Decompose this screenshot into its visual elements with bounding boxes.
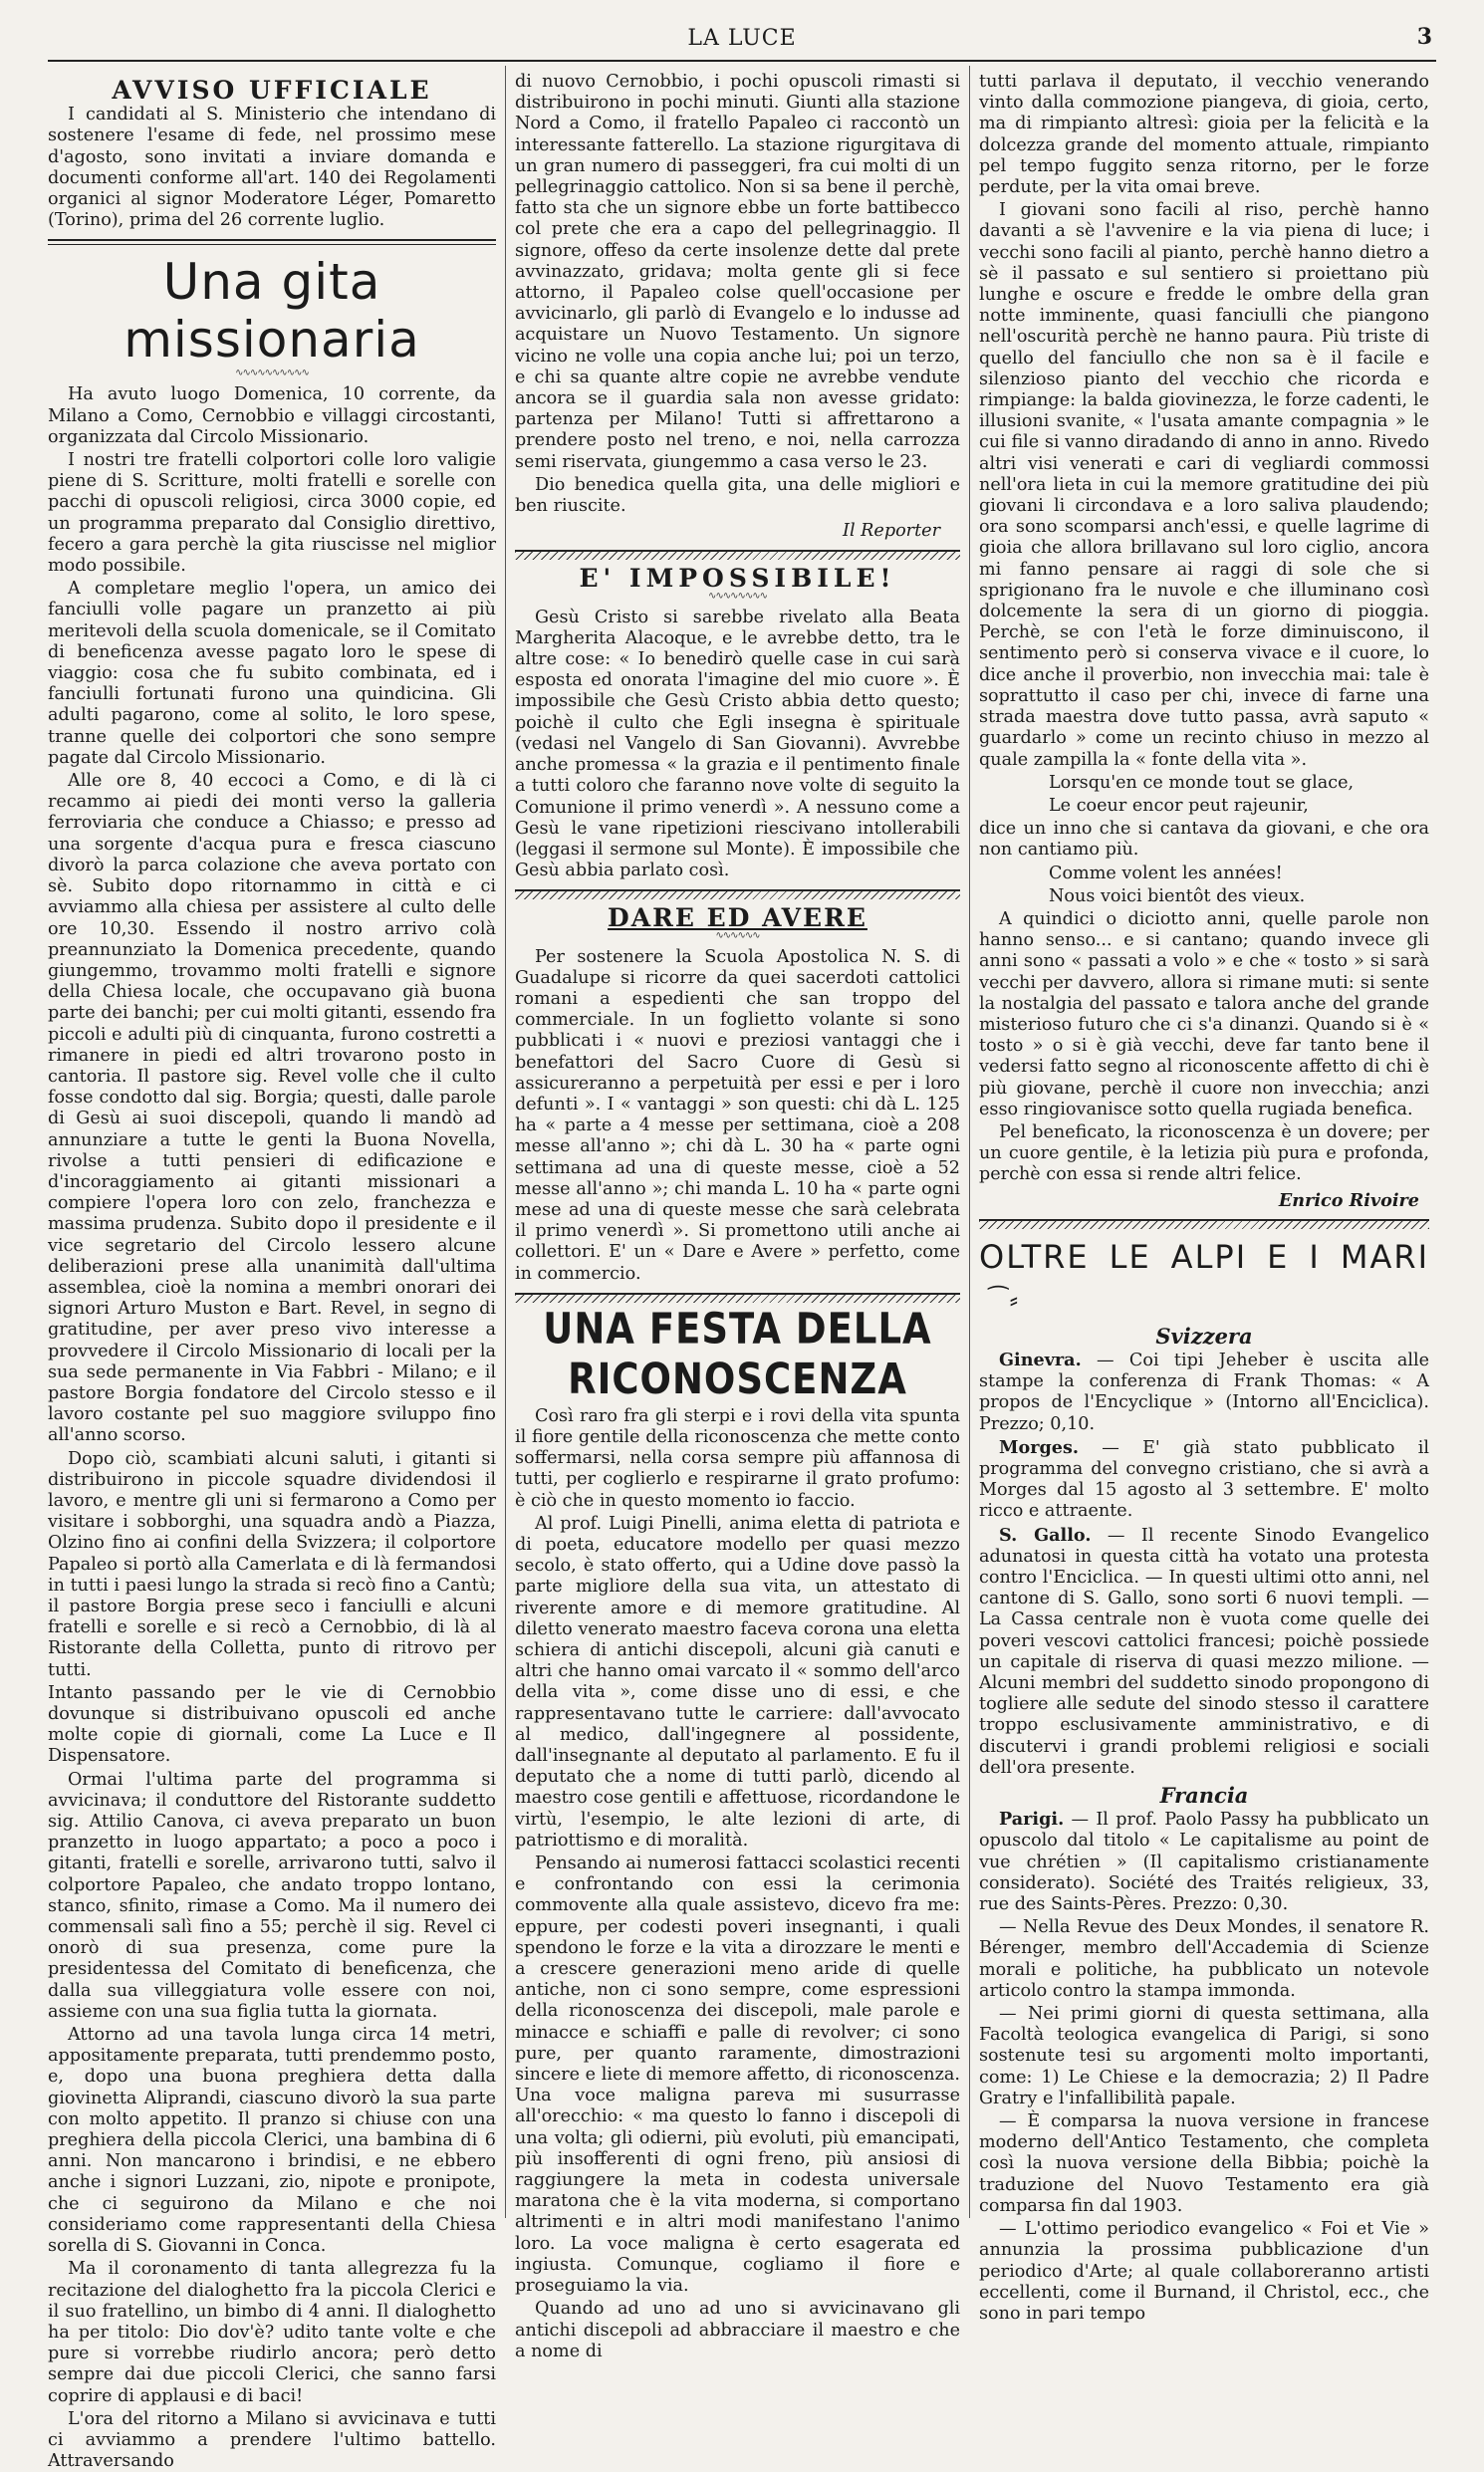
- section-divider: [48, 239, 496, 245]
- ornament-wave: ∿∿∿∿∿∿∿∿∿∿: [235, 368, 309, 379]
- gita-paragraph: Ormai l'ultima parte del programma si avvicinava; il conduttore del Ristorante suddetto sig. Attilio Canova, ci aveva preparato un buon pranzetto in luogo appartato; a poco a poco i gitanti, fratelli e sorelle, arrivarono tutti, salvo il colportore Papaleo, che andato troppo lontano, stanco, sfinito, rimase a Como. Ma il numero dei commensali salì fino a 55; perchè il sig. Revel ci onorò di sua presenza, come pure la presidentessa del Comitato di beneficenza, che dalla sua villeggiatura volle essere con noi, assieme con una sua figlia tutta la giornata.: [48, 1769, 496, 2022]
- news-text: — L'ottimo periodico evangelico « Foi et Vie » annunzia la prossima pubblicazione d'un periodico d'Arte; al quale collaboreranno artisti eccellenti, come il Burnand, il Christol, ecc., che sono in pari tempo: [979, 2219, 1429, 2324]
- gita-signature: Il Reporter: [843, 521, 940, 542]
- column-1: [48, 72, 496, 2472]
- oltre-heading-text: OLTRE LE ALPI E I MARI: [979, 1237, 1429, 1276]
- news-item: [979, 1917, 1429, 2002]
- news-text: — Il recente Sinodo Evangelico adunatosi in questa città ha votato una protesta contro l'Enciclica. — In questi ultimi otto anni, nel cantone di S. Gallo, sono sorti 6 nuovi templi. — La Cassa centrale non è vuota come quelle dei poveri vescovi cattolici francesi; poichè possiede un capitale di riserva di quasi mezzo milione. — Alcuni membri del suddetto sinodo propongono di togliere alle sedute del sinodo stesso il carattere troppo esclusivamente amministrativo, e di discutervi i grandi problemi religiosi e sociali dell'ora presente.: [979, 1525, 1429, 1778]
- festa-continued: tutti parlava il deputato, il vecchio venerando vinto dalla commozione piangeva, di gioia, certo, ma di rimpianto altresì: gioia per la felicità e la dolcezza grande del momento attuale, rimpianto pel tempo fuggito senza ritorno, per le forze perdute, per la vita omai breve.: [979, 72, 1429, 198]
- dare-avere-text: Per sostenere la Scuola Apostolica N. S. di Guadalupe si ricorre da quei sacerdoti cattolici romani a espedienti che san troppo del commerciale. In un foglietto volante si sono pubblicati i « nuovi e preziosi vantaggi che i benefattori del Sacro Cuore di Gesù si assicureranno a perpetuità per essi e per i loro defunti ». I « vantaggi » son questi: chi dà L. 125 ha « parte a 4 messe per settimana, cioè a 208 messe all'anno »; chi dà L. 30 ha « parte ogni settimana ad una di queste messe, cioè a 52 messe all'anno »; chi manda L. 10 ha « parte ogni mese ad una di queste messe che sarà celebrata il primo venerdì ». Si promettono utili anche ai collettori. E' un « Dare e Avere » perfetto, come in commercio.: [515, 946, 960, 1284]
- impossibile-heading: E' IMPOSSIBILE!: [579, 564, 896, 594]
- news-text: — Nei primi giorni di questa settimana, alla Facoltà teologica evangelica di Parigi, si sono sostenute tesi su argomenti molto importanti, come: 1) Le Chiese e la democrazia; 2) Il Padre Gratry e l'infallibilità papale.: [979, 2004, 1429, 2108]
- poem-line: Lorsqu'en ce monde tout se glace,: [1049, 772, 1355, 793]
- avviso-heading: AVVISO UFFICIALE: [112, 76, 432, 105]
- gita-paragraph: L'ora del ritorno a Milano si avvicinava e tutti ci avviammo a prendere l'ultimo battello. Attraversando: [48, 2408, 496, 2472]
- news-text: — È comparsa la nuova versione in francese moderno dell'Antico Testamento, che completa così la nuova versione della Bibbia; poichè la traduzione del Nuovo Testamento era già comparsa fin dal 1903.: [979, 2111, 1429, 2216]
- news-place: Parigi.: [999, 1809, 1065, 1831]
- news-item: [979, 1809, 1429, 1915]
- gita-paragraph: Attorno ad una tavola lunga circa 14 metri, appositamente preparata, tutti prendemmo posto, e, dopo una buona preghiera detta dalla giovinetta Aliprandi, ciascuno divorò la sua parte con molto appetito. Il pranzo si chiuse con una preghiera della piccola Clerici, una bambina di 6 anni. Non mancarono i brindisi, e ne ebbero anche i signori Luzzani, zio, nipote e pronipote, che ci seguirono da Milano e che noi consideriamo come rappresentanti della Chiesa sorella di S. Giovanni in Conca.: [48, 2025, 496, 2257]
- gita-heading: Una gita missionaria: [124, 253, 420, 370]
- column-2: [515, 72, 960, 2361]
- column-rule-2: [969, 66, 970, 2218]
- gita-paragraph: Intanto passando per le vie di Cernobbio dovunque si distribuivano opuscoli ed anche molte copie di giornali, come La Luce e Il Dispensatore.: [48, 1682, 496, 1767]
- news-text: — E' già stato pubblicato il programma del convegno cristiano, che si avrà a Morges dal 15 agosto al 3 settembre. E' molto ricco e attraente.: [979, 1437, 1429, 1522]
- festa-heading: UNA FESTA DELLA RICONOSCENZA: [543, 1304, 932, 1404]
- gita-paragraph: I nostri tre fratelli colportori colle loro valigie piene di S. Scritture, molti fratelli e sorelle con pacchi di opuscoli religiosi, circa 3000 copie, ed un programma preparato dal Consiglio direttivo, fecero a gara perchè la gita riuscisse nel miglior modo possibile.: [48, 450, 496, 577]
- column-3: [979, 72, 1429, 2324]
- news-text: — Nella Revue des Deux Mondes, il senatore R. Bérenger, membro dell'Accademia di Scienze morali e politiche, ha pubblicato un notevole articolo contro la stampa immonda.: [979, 1917, 1429, 2001]
- festa-paragraph: Così raro fra gli sterpi e i rovi della vita spunta il fiore gentile della riconoscenza che mette conto soffermarsi, nella corsa sempre più affannosa di tutti, per coglierlo e respirarne il grato profumo: è ciò che in questo momento io faccio.: [515, 1405, 960, 1511]
- ornament-icon: ⁀⸗: [979, 1285, 1020, 1314]
- column-rule-1: [505, 66, 506, 2218]
- section-divider: [515, 1293, 960, 1303]
- news-item: [979, 1437, 1429, 1523]
- ornament-wave: ∿∿∿∿∿∿∿∿: [707, 590, 768, 602]
- section-divider: [515, 889, 960, 899]
- page-number: 3: [1416, 24, 1432, 50]
- gita-paragraph: Ma il coronamento di tanta allegrezza fu la recitazione del dialoghetto fra la piccola Clerici e il suo fratellino, un bimbo di 4 anni. Il dialoghetto ha per titolo: Dio dov'è? udito tante volte e che pure si vorrebbe riudirlo ancora; però detto sempre dai due piccoli Clerici, che sanno farsi coprire di applausi e di baci!: [48, 2259, 496, 2406]
- news-item: [979, 2111, 1429, 2217]
- news-place: Morges.: [999, 1436, 1080, 1458]
- news-item: [979, 1525, 1429, 1779]
- festa-paragraph: Quando ad uno ad uno si avvicinavano gli antichi discepoli ad abbracciare il maestro e che a nome di: [515, 2299, 960, 2361]
- news-place: S. Gallo.: [999, 1524, 1092, 1546]
- poem-line: Nous voici bientôt des vieux.: [1049, 885, 1306, 906]
- news-item: [979, 2004, 1429, 2109]
- masthead: [48, 18, 1436, 62]
- festa-paragraph: Pensando ai numerosi fattacci scolastici recenti e confrontando con essi la cerimonia commovente alla quale assistevo, dicevo fra me: eppure, per codesti poveri insegnanti, i quali spendono le forze e la vita a dirozzare le menti e a crescere generazioni meno aride di quelle antiche, non ci sono sempre, come espressioni della riconoscenza dei discepoli, male parole e minacce e schiaffi e palle di revolver; ci sono pure, per quanto raramente, dimostrazioni sincere e liete di memore affetto, di riconoscenza. Una voce maligna pareva mi susurrasse all'orecchio: « ma questo lo fanno i discepoli di una volta; gli odierni, più evoluti, più emancipati, più insofferenti di ogni freno, più ansiosi di raggiungere la meta in codesta universale maratona che è la vita moderna, si comportano altrimenti e in altri modi manifestano l'animo loro. La voce maligna è certo esagerata ed ingiusta. Comunque, cogliamo il fiore e proseguiamo la via.: [515, 1854, 960, 2297]
- gita-paragraph: Alle ore 8, 40 eccoci a Como, e di là ci recammo ai piedi dei monti verso la galleria ferroviaria che conduce a Chiasso; e presso ad una sorgente d'acqua pura e fresca ciascuno divorò la parca colazione che aveva portato con sè. Subito dopo ritornammo in città e ci avviammo alla chiesa per assistere al culto delle ore 10,30. Essendo il nostro arrivo colà preannunziato la Domenica precedente, quando giungemmo, trovammo molti fratelli e signore della Chiesa locale, che occupavano già buona parte dei banchi; per cui molti gitanti, essendo fra piccoli e adulti più di cinquanta, furono costretti a rimanere in piedi ed altri trovarono posto in cantoria. Il pastore sig. Revel volle che il culto fosse condotto dal sig. Borgia; questi, dalle parole di Gesù ai suoi discepoli, quando li mandò ad annunziare a tutte le genti la Buona Novella, rivolse a tutti pensieri di edificazione e d'incoraggiamento ai gitanti missionari a compiere l'opera loro con zelo, franchezza e massima prudenza. Subito dopo il presidente e il vice segretario del Circolo lessero alcune deliberazioni prese alla unanimità dall'ultima assemblea, cioè la nomina a membri onorari dei signori Arturo Muston e Bart. Revel, in segno di gratitudine, per aver preso vivo interesse a provvedere il Circolo Missionario di locali per la sua sede permanente in Via Fabbri - Milano; e il pastore Borgia fondatore del Circolo stesso e il lavoro costante pel suo maggiore sviluppo fino all'anno scorso.: [48, 771, 496, 1446]
- francia-heading: Francia: [1159, 1783, 1249, 1809]
- section-divider: [515, 550, 960, 560]
- festa-paragraph: I giovani sono facili al riso, perchè hanno davanti a sè l'avvenire e la via piena di luce; i vecchi sono facili al pianto, perchè hanno dietro a sè il passato e sul sentiero si proiettano più lunghe e oscure e fredde le ombre della gran notte imminente, quasi fanciulli che piangono nell'oscurità perchè ne hanno paura. Più triste di quello del fanciullo che non sa è il facile e silenzioso pianto del vecchio che ricorda e rimpiange: la balda giovinezza, le forze cadenti, le illusioni svanite, « l'usata amante compagnia » le cui file si vanno diradando di anno in anno. Rivedo altri visi venerati e cari di vegliardi commossi nell'ora lieta in cui la memore gratitudine dei più giovani li circondava e a loro saliva plaudendo; ora sono scomparsi anch'essi, e quelle lagrime di gioia che allora brillavano sul loro ciglio, ancora mi fanno pensare ai raggi di sole che si sprigionano fra le nuvole e che illuminano così dolcemente la sera di un giorno di pioggia. Perchè, se con l'età le forze diminuiscono, il sentimento però si conserva vivace e il cuore, lo dice anche il proverbio, non invecchia mai: tale è soprattutto il caso per chi, invece di farne una strada maestra dove tutto passa, avrà saputo « guardarlo » come un recinto chiuso in mezzo al quale zampilla la « fonte della vita ».: [979, 200, 1429, 770]
- news-text: — Il prof. Paolo Passy ha pubblicato un opuscolo dal titolo « Le capitalisme au point de vue chrétien » (Il capitalismo cristianamente considerato). Société des Traités religieux, 33, rue des Saints-Pères. Prezzo: 0,30.: [979, 1810, 1429, 1915]
- festa-paragraph: Pel beneficato, la riconoscenza è un dovere; per un cuore gentile, è la letizia più pura e profonda, perchè con essa si rende altri felice.: [979, 1121, 1429, 1185]
- gita-closing: Dio benedica quella gita, una delle migliori e ben riuscite.: [515, 474, 960, 517]
- oltre-heading: [979, 1237, 1429, 1320]
- gita-paragraph: Ha avuto luogo Domenica, 10 corrente, da Milano a Como, Cernobbio e villaggi circostanti, organizzata dal Circolo Missionario.: [48, 384, 496, 447]
- poem-line: Le coeur encor peut rajeunir,: [1049, 795, 1309, 816]
- impossibile-text: Gesù Cristo si sarebbe rivelato alla Beata Margherita Alacoque, e le avrebbe detto, tra le altre cose: « Io benedirò quelle case in cui sarà esposta ed onorata l'imagine del mio cuore ». È impossibile che Gesù Cristo abbia detto questo; poichè il culto che Egli insegna è spirituale (vedasi nel Vangelo di San Giovanni). Avvrebbe anche promessa « la grazia e il pentimento finale a tutti coloro che faranno nove volte di seguito la Comunione il primo venerdì ». A nessuno come a Gesù le vane ripetizioni riescivano intollerabili (leggasi il sermone sul Monte). È impossibile che Gesù abbia parlato così.: [515, 607, 960, 881]
- festa-mid: dice un inno che si cantava da giovani, e che ora non cantiamo più.: [979, 819, 1429, 861]
- section-divider: [979, 1219, 1429, 1229]
- festa-signature: Enrico Rivoire: [1278, 1189, 1419, 1211]
- avviso-text: I candidati al S. Ministerio che intendano di sostenere l'esame di fede, nel prossimo mese d'agosto, sono invitati a inviare domanda e documenti conforme all'art. 140 dei Regolamenti organici al signor Moderatore Léger, Pomaretto (Torino), prima del 26 corrente luglio.: [48, 105, 496, 231]
- poem-line: Comme volent les années!: [1049, 863, 1283, 883]
- news-text: — Coi tipi Jeheber è uscita alle stampe la conferenza di Frank Thomas: « A propos de l'Encyclique » (Intorno all'Enciclica). Prezzo; 0,10.: [979, 1350, 1429, 1434]
- news-item: [979, 2219, 1429, 2325]
- gita-continued: di nuovo Cernobbio, i pochi opuscoli rimasti si distribuirono in pochi minuti. Giunti alla stazione Nord a Como, il fratello Papaleo ci raccontò un interessante fatterello. La stazione rigurgitava di un gran numero di passeggeri, fra cui molti di un pellegrinaggio cattolico. Non si sa bene il perchè, fatto sta che un signore ebbe un forte battibecco col prete che era a capo del pellegrinaggio. Il signore, offeso da certe insolenze dette dal prete avvinazzato, gridava; molta gente gli si fece attorno, il Papaleo colse quell'occasione per avvicinarlo, gli parlò di Evangelo e lo indusse ad acquistare un Nuovo Testamento. Un signore vicino ne volle una copia anche lui; poi un terzo, e chi sa quante altre copie ne avrebbe vendute ancora se il guardia sala non avesse gridato: partenza per Milano! Tutti si affrettarono a prendere posto nel treno, e noi, nella carrozza semi riservata, giungemmo a casa verso le 23.: [515, 72, 960, 472]
- festa-paragraph: Al prof. Luigi Pinelli, anima eletta di patriota e di poeta, educatore modello per quasi mezzo secolo, è stato offerto, qui a Udine dove passò la parte migliore della sua vita, un attestato di riverente amore e di memore gratitudine. Al diletto venerato maestro faceva corona una eletta schiera di antichi discepoli, alcuni già canuti e altri che hanno omai varcato il « sommo dell'arco della vita », come disse uno di essi, e che rappresentavano tutte le carriere: dall'avvocato al medico, dall'ingegnere al possidente, dall'insegnante al deputato al parlamento. E fu il deputato che a nome di tutti parlò, dicendo al maestro cose gentili e affettuose, ricordandone le virtù, l'esempio, le alte lezioni di arte, di patriottismo e di moralità.: [515, 1513, 960, 1851]
- news-item: [979, 1350, 1429, 1435]
- dare-avere-heading: DARE ED AVERE: [608, 903, 867, 933]
- ornament-wave: ∿∿∿∿∿∿: [715, 929, 760, 941]
- gita-paragraph: A completare meglio l'opera, un amico dei fanciulli volle pagare un pranzetto ai più meritevoli della scuola domenicale, se il Comitato di beneficenza avesse pagato loro le spese di viaggio: cosa che fu subito combinata, ed i fanciulli fortunati furono una quindicina. Gli adulti pagarono, come al solito, le loro spese, tranne quelle dei colportori che sono sempre pagate dal Circolo Missionario.: [48, 579, 496, 768]
- news-place: Ginevra.: [999, 1349, 1082, 1370]
- newspaper-title: LA LUCE: [687, 26, 797, 51]
- gita-paragraph: Dopo ciò, scambiati alcuni saluti, i gitanti si distribuirono in piccole squadre dividendosi il lavoro, e mentre gli uni si fermarono a Como per visitare i sobborghi, una squadra andò a Piazza, Olzino fino ai confini della Svizzera; il colportore Papaleo si portò alla Camerlata e di là fermandosi in tutti i paesi lungo la strada si recò fino a Cantù; il pastore Borgia prese seco i fanciulli e alcuni fratelli e sorelle e si recò a Cernobbio, di là al Ristorante della Colletta, punto di ritrovo per tutti.: [48, 1448, 496, 1680]
- festa-paragraph: A quindici o diciotto anni, quelle parole non hanno senso... e si cantano; quando invece gli anni sono « passati a volo » e che « tosto » si sarà vecchi per davvero, allora si rimane muti: si sente la nostalgia del passato e talora anche del grande misterioso futuro che ci s'a dinanzi. Quando si è « tosto » o si è già vecchi, deve far tanto bene il vedersi fatto segno al riconoscente affetto di chi è più giovane, perchè il cuore non invecchia; anzi esso ringiovanisce sotto quella rugiada benefica.: [979, 908, 1429, 1119]
- svizzera-heading: Svizzera: [1155, 1323, 1253, 1349]
